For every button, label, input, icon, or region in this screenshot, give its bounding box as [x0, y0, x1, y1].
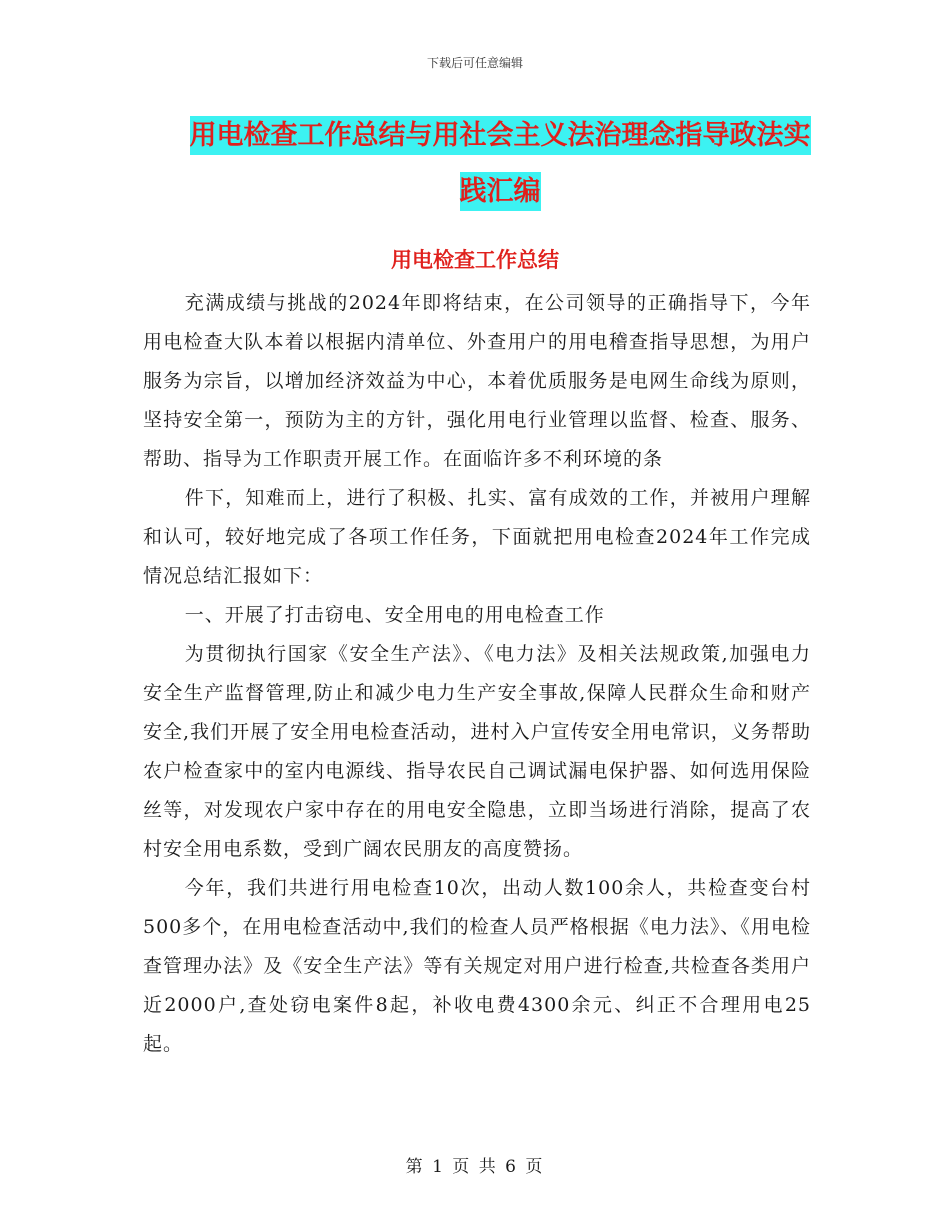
- paragraph: 充满成绩与挑战的2024年即将结束，在公司领导的正确指导下，今年用电检查大队本着以根据内清单位、外查用户的用电稽查指导思想，为用户服务为宗旨，以增加经济效益为中心，本着优质服务是电网生命线为原则，坚持安全第一，预防为主的方针，强化用电行业管理以监督、检查、服务、帮助、指导为工作职责开展工作。在面临许多不利环境的条: [143, 292, 811, 470]
- document-title-line-2: 践汇编: [460, 172, 541, 211]
- paragraph: 件下，知难而上，进行了积极、扎实、富有成效的工作，并被用户理解和认可，较好地完成了各项工作任务，下面就把用电检查2024年工作完成情况总结汇报如下：: [143, 487, 811, 587]
- document-title: [140, 108, 860, 220]
- paragraph: 今年，我们共进行用电检查10次，出动人数100余人，共检查变台村500多个，在用电检查活动中,我们的检查人员严格根据《电力法》、《用电检查管理办法》及《安全生产法》等有关规定对用户进行检查,共检查各类用户近2000户,查处窃电案件8起，补收电费4300余元、纠正不合理用电25起。: [143, 877, 811, 1055]
- section-title: 用电检查工作总结: [391, 247, 559, 272]
- paragraph: 为贯彻执行国家《安全生产法》、《电力法》及相关法规政策,加强电力安全生产监督管理,防止和减少电力生产安全事故,保障人民群众生命和财产安全,我们开展了安全用电检查活动，进村入户宣传安全用电常识，义务帮助农户检查家中的室内电源线、指导农民自己调试漏电保护器、如何选用保险丝等，对发现农户家中存在的用电安全隐患，立即当场进行消除，提高了农村安全用电系数，受到广阔农民朋友的高度赞扬。: [143, 643, 811, 860]
- section-heading-paragraph: 一、开展了打击窃电、安全用电的用电检查工作: [184, 604, 605, 626]
- page-number-footer: 第 1 页 共 6 页: [405, 1157, 545, 1177]
- body-text: [143, 284, 811, 1064]
- header-note: 下载后可任意编辑: [426, 56, 523, 70]
- document-title-line-1: 用电检查工作总结与用社会主义法治理念指导政法实: [190, 116, 811, 155]
